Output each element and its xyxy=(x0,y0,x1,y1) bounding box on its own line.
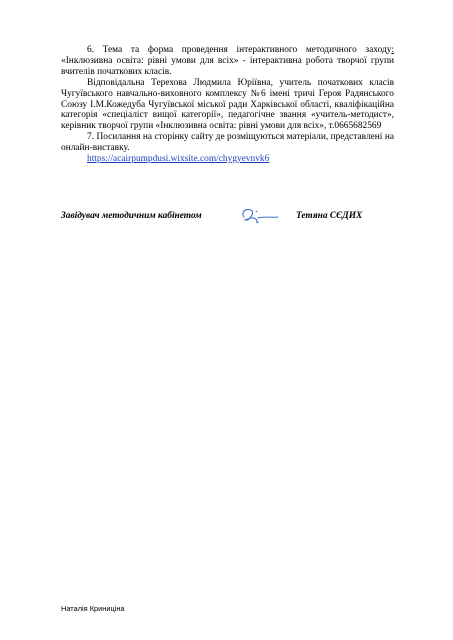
item-7-paragraph: 7. Посилання на сторінку сайту де розміщуються матеріали, представлені на онлайн-виставку. xyxy=(61,132,394,154)
item-6-colon: : xyxy=(391,45,394,55)
link-paragraph xyxy=(61,154,394,165)
handwritten-signature xyxy=(236,205,280,227)
responsible-paragraph: Відповідальна Терехова Людмила Юріївна, учитель початкових класів Чугуївського навчально-виховного комплексу №6 імені тричі Героя Радянського Союзу І.М.Кожедуба Чугуївської міської ради Харківської області, кваліфікаційна категорія «спеціаліст вищої категорії», педагогічне звання «учитель-методист», керівник творчої групи «Інклюзивна освіта: рівні умови для всіх», т.0665682569 xyxy=(61,77,394,132)
item-6-paragraph xyxy=(61,45,394,78)
website-link[interactable]: https://acairpumpdusi.wixsite.com/chygyevnvk6 xyxy=(87,154,270,165)
item-6-topic: «Інклюзивна освіта: рівні умови для всіх» - інтерактивна робота творчої групи вчителів початкових класів. xyxy=(61,55,394,77)
position-title: Завідувач методичним кабінетом xyxy=(61,211,202,221)
signature-row xyxy=(61,205,394,227)
footer-author: Наталія Криниціна xyxy=(61,604,125,613)
signatory-name: Тетяна СЄДИХ xyxy=(296,211,363,221)
item-6-title: 6. Тема та форма проведення інтерактивного методичного заходу xyxy=(87,45,392,55)
document-body xyxy=(61,45,394,165)
